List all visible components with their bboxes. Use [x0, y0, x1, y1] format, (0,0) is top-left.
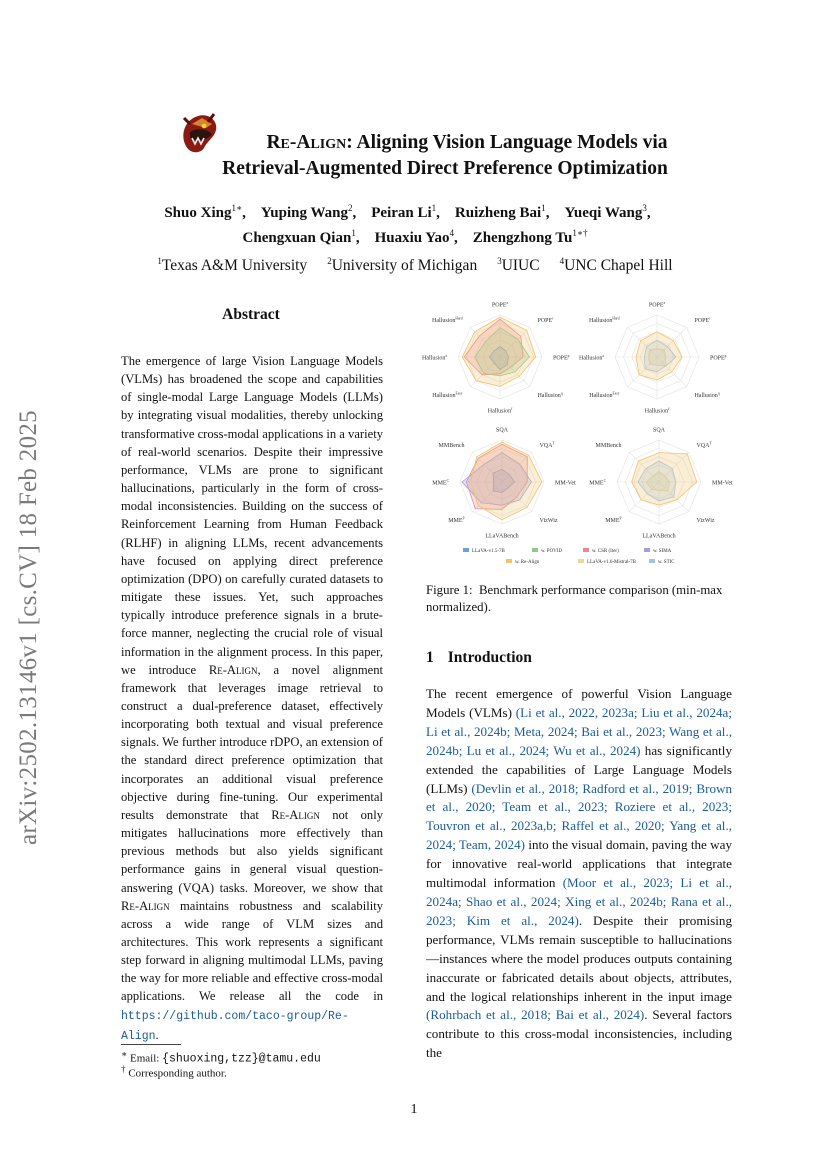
- radar-axis-label: Hallusion$^a$: [579, 354, 604, 362]
- author-affiliation-mark: 1: [541, 203, 546, 213]
- author-list: [120, 198, 710, 248]
- author-name: Zhengzhong Tu: [472, 230, 573, 246]
- abstract-text: maintains robustness and scalability across a wide range of VLM sizes and architectures. This work represents a significant step forward in aligning multimodal LLMs, paving the way for more reliable and effective cross-modal applications. We release all the code in: [121, 898, 383, 1004]
- arxiv-side-stamp: arXiv:2502.13146v1 [cs.CV] 18 Feb 2025: [15, 410, 42, 845]
- radar-axis-label: MMBench: [438, 443, 465, 450]
- radar-axis-label: $MME^C$: [589, 479, 606, 487]
- author-line-2: Chengxuan Qian$^1$, Huaxiu Yao$^4$, Zhengzhong $Tu^{1∗\dagger}$: [242, 228, 588, 246]
- radar-axis-label: SQA: [652, 427, 666, 434]
- radar-series-area: [632, 453, 697, 506]
- figure-legend: [463, 548, 675, 565]
- radar-axis-label: $MME^C$: [432, 479, 449, 487]
- radar-axis-label: MM-Vet: [712, 480, 733, 487]
- author-name: Yueqi Wang: [564, 205, 643, 221]
- footnote-rule: [121, 1044, 181, 1045]
- body-text: has significantly extended the capabilities of Large Language Models (LLMs): [426, 742, 732, 796]
- radar-axis-label: VizWiz: [539, 517, 558, 524]
- body-text: The recent emergence of powerful Vision Language Models (VLMs): [426, 686, 732, 720]
- author-affiliation-mark: 1∗: [231, 203, 243, 213]
- author-name: Shuo Xing: [164, 205, 232, 221]
- radar-axis-label: VizWiz: [696, 517, 715, 524]
- legend-label: w. POVID: [541, 549, 563, 554]
- body-text: . Despite their promising performance, VLMs remain susceptible to hallucinations—instances where the model produces outputs containing inaccurate or fabricated details about objects, attributes, and the logical relationships inherent in the input image: [426, 912, 732, 1004]
- radar-chart-hallucination-right: [579, 301, 727, 415]
- author-name: Huaxiu Yao: [374, 230, 450, 246]
- radar-axis-label: LLaVABench: [485, 533, 519, 540]
- legend-label: w. CSR (Iter): [592, 549, 619, 554]
- radar-axis-label: POPE$^a$: [491, 301, 509, 309]
- legend-label: w. Re-Align: [515, 560, 540, 565]
- abstract-text: not only mitigates hallucinations more effectively than previous methods but also yields significant performance gains in general visual question-answering (VQA) tasks. Moreover, we show that: [121, 807, 383, 895]
- radar-axis-label: $MME^P$: [448, 516, 465, 524]
- author-affiliation-mark: 1: [431, 203, 437, 213]
- citation[interactable]: (Li et al., 2022, 2023a; Liu et al., 2024a; Li et al., 2024b; Meta, 2024; Bai et al., 2023; Wang et al., 2024b; Lu et al., 2024; Wu et al., 2024): [426, 704, 732, 758]
- title-line2: Retrieval-Augmented Direct Preference Optimization: [222, 158, 668, 179]
- abstract-text: The emergence of large Vision Language Models (VLMs) has broadened the scope and capabilities of single-modal Large Language Models (LLMs) by integrating visual modalities, thereby unlocking transformative cross-modal applications in a variety of real-world scenarios. Despite their impressive performance, VLMs are prone to significant hallucinations, particularly in the form of cross-modal inconsistencies. Building on the success of Reinforcement Learning from Human Feedback (RLHF) in aligning LLMs, recent advancements have focused on applying direct preference optimization (DPO) on carefully curated datasets to mitigate these issues. Yet, such approaches typically introduce preference signals in a brute-force manner, neglecting the crucial role of visual information in the alignment process. In this paper, we introduce: [121, 354, 383, 677]
- legend-label: LLaVA-v1.5-7B: [472, 549, 505, 554]
- radar-axis-label: $VQA^T$: [696, 441, 712, 450]
- abstract-text: .: [155, 1027, 159, 1042]
- author-affiliation-mark: 1: [351, 228, 356, 238]
- radar-axis-label: POPE$^p$: [710, 354, 727, 362]
- affiliations: [120, 256, 710, 275]
- radar-axis-label: Hallusion$^f$: [644, 407, 670, 415]
- affiliation: $^1$Texas A&M University: [157, 256, 308, 275]
- radar-axis-label: MM-Vet: [555, 480, 576, 487]
- radar-axis-label: Hallusion$^q$: [694, 391, 720, 399]
- legend-label: w. SIMA: [653, 549, 672, 554]
- radar-series-area: [462, 317, 536, 386]
- abstract-heading: Abstract: [222, 306, 280, 323]
- radar-axis-label: Hallusion$^{Easy}$: [432, 391, 463, 399]
- abstract-body: [121, 352, 383, 1046]
- author-name: Chengxuan Qian: [242, 230, 352, 246]
- title-line1: : Aligning Vision Language Models via: [346, 132, 668, 153]
- radar-axis-label: Hallusion$^q$: [537, 391, 563, 399]
- body-text: . Several factors contribute to this cross-modal inconsistencies, including the: [426, 1007, 732, 1061]
- citation[interactable]: (Rohrbach et al., 2018; Bai et al., 2024): [426, 1007, 645, 1023]
- page-number: 1: [410, 1102, 418, 1117]
- radar-axis-label: Hallusion$^{Easy}$: [589, 391, 620, 399]
- radar-axis-label: $VQA^T$: [539, 441, 555, 450]
- abstract-text: , a novel alignment framework that leverages image retrieval to construct a dual-preference dataset, effectively incorporating both textual and visual preference signals. We further introduce rDPO, an extension of the standard direct preference optimization that incorporates an additional visual preference objective during fine-tuning. Our experimental results demonstrate that: [121, 662, 383, 822]
- footnote-corresponding: † Corresponding author.: [121, 1064, 227, 1080]
- footnote-email: ∗ Email: {shuoxing,tzz}@tamu.edu: [121, 1049, 321, 1066]
- method-name: Re-Align: [271, 807, 320, 822]
- paper-title: [150, 130, 740, 182]
- legend-swatch: [506, 559, 512, 563]
- author-name: Peiran Li: [371, 205, 432, 221]
- radar-axis-label: POPE$^r$: [694, 316, 711, 325]
- author-affiliation-mark: 2: [348, 203, 353, 213]
- radar-axis-label: MMBench: [595, 443, 622, 450]
- citation[interactable]: (Devlin et al., 2018; Radford et al., 2019; Brown et al., 2020; Team et al., 2023; Roziere et al., 2023; Touvron et al., 2023a,b; Raffel et al., 2020; Yang et al., 2024; Team, 2024): [426, 780, 733, 853]
- radar-chart-general-right: [589, 428, 733, 540]
- legend-swatch: [649, 559, 655, 563]
- legend-swatch: [578, 559, 584, 563]
- affiliation: $^4$UNC Chapel Hill: [559, 256, 673, 275]
- author-name: Yuping Wang: [260, 205, 348, 221]
- radar-axis-label: POPE$^a$: [648, 301, 666, 309]
- legend-swatch: [644, 548, 650, 552]
- author-affiliation-mark: 1∗†: [572, 228, 588, 238]
- legend-label: LLaVA-v1.6-Mistral-7B: [587, 560, 636, 565]
- code-link[interactable]: https://github.com/taco-group/Re-Align: [121, 1009, 349, 1043]
- radar-axis-label: $MME^P$: [605, 516, 622, 524]
- body-text: into the visual domain, paving the way for innovative real-world applications that integrate multimodal information: [426, 837, 732, 891]
- introduction-body: [426, 685, 732, 1063]
- radar-axis-label: Hallusion$^{Hard}$: [431, 316, 463, 325]
- radar-axis-label: SQA: [495, 427, 509, 434]
- author-affiliation-mark: 4: [449, 228, 454, 238]
- figure-caption: Figure 1: Benchmark performance comparison (min-max normalized).: [426, 583, 723, 614]
- radar-axis-label: Hallusion$^a$: [422, 354, 447, 362]
- radar-axis-label: POPE$^p$: [553, 354, 570, 362]
- author-affiliation-mark: 3: [642, 203, 647, 213]
- radar-axis-label: Hallusion$^{Hard}$: [588, 316, 620, 325]
- radar-axis-label: POPE$^r$: [537, 316, 554, 325]
- affiliation: $^2$University of Michigan: [327, 256, 478, 275]
- radar-figure: [420, 300, 735, 580]
- radar-axis-label: LLaVABench: [642, 533, 676, 540]
- method-name: Re-Align: [266, 132, 347, 153]
- method-name: Re-Align: [121, 898, 170, 913]
- radar-axis-label: Hallusion$^f$: [487, 407, 513, 415]
- author-name: Ruizheng Bai: [454, 205, 542, 221]
- legend-swatch: [583, 548, 589, 552]
- citation[interactable]: (Moor et al., 2023; Li et al., 2024a; Shao et al., 2024; Xing et al., 2024b; Rana et al., 2023; Kim et al., 2024): [426, 875, 732, 928]
- radar-chart-general-left: [432, 428, 576, 540]
- legend-label: w. STIC: [658, 560, 675, 565]
- legend-swatch: [532, 548, 538, 552]
- affiliation: $^3$UIUC: [497, 256, 540, 275]
- section-heading-introduction: 1 Introduction: [426, 649, 532, 666]
- legend-swatch: [463, 548, 469, 552]
- method-name: Re-Align: [208, 662, 258, 677]
- radar-chart-hallucination-left: [422, 301, 570, 415]
- author-line-1: Shuo Xing$^{1∗}$, Yuping Wang$^2$, Peiran Li$^1$, Ruizheng Bai$^1$, Yueqi Wang$^3$,: [164, 203, 666, 221]
